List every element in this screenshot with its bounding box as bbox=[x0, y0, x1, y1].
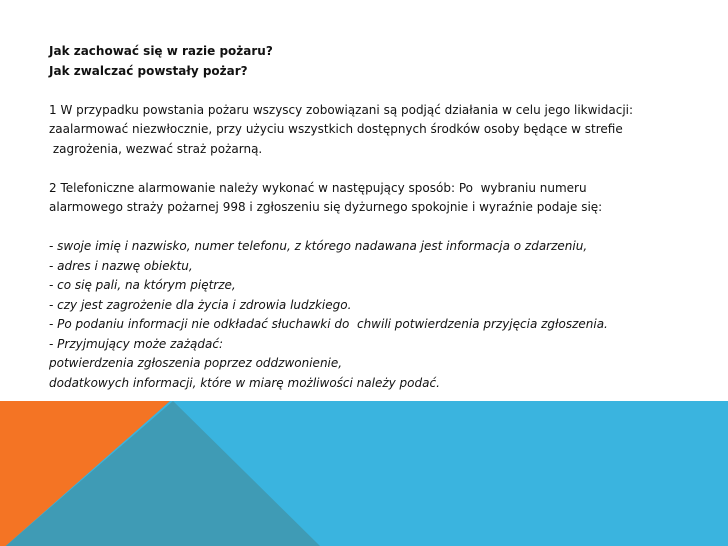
section1-line-3: zagrożenia, wezwać straż pożarną. bbox=[49, 141, 263, 156]
list-item: - Przyjmujący może zażądać: bbox=[49, 336, 223, 351]
spacer bbox=[49, 218, 709, 238]
section2-line-2: alarmowego straży pożarnej 998 i zgłoszeniu się dyżurnego spokojnie i wyraźnie podaje się: bbox=[49, 200, 603, 214]
list-item: - swoje imię i nazwisko, numer telefonu, z którego nadawana jest informacja o zdarzeniu, bbox=[49, 239, 588, 253]
list-item: - czy jest zagrożenie dla życia i zdrowia ludzkiego. bbox=[49, 297, 352, 312]
list-item: - co się pali, na którym piętrze, bbox=[49, 278, 236, 292]
list-item: - Po podaniu informacji nie odkładać słuchawki do chwili potwierdzenia przyjęcia zgłoszenia. bbox=[49, 317, 608, 331]
heading-line-2: Jak zwalczać powstały pożar? bbox=[49, 63, 248, 78]
section2-line-1: 2 Telefoniczne alarmowanie należy wykonać w następujący sposób: Po wybraniu numeru bbox=[49, 180, 587, 195]
spacer bbox=[49, 81, 709, 101]
footer-shapes bbox=[0, 401, 728, 546]
list-item: dodatkowych informacji, które w miarę możliwości należy podać. bbox=[49, 375, 440, 390]
heading-line-1: Jak zachować się w razie pożaru? bbox=[49, 44, 273, 58]
slide-body bbox=[49, 42, 709, 393]
spacer bbox=[49, 159, 709, 179]
list-item: - adres i nazwę obiektu, bbox=[49, 258, 193, 273]
decorative-footer-band bbox=[0, 401, 728, 546]
list-item: potwierdzenia zgłoszenia poprzez oddzwonienie, bbox=[49, 356, 343, 370]
section1-line-1: 1 W przypadku powstania pożaru wszyscy zobowiązani są podjąć działania w celu jego likwidacji: bbox=[49, 102, 634, 117]
section1-line-2: zaalarmować niezwłocznie, przy użyciu wszystkich dostępnych środków osoby będące w strefie bbox=[49, 122, 623, 136]
